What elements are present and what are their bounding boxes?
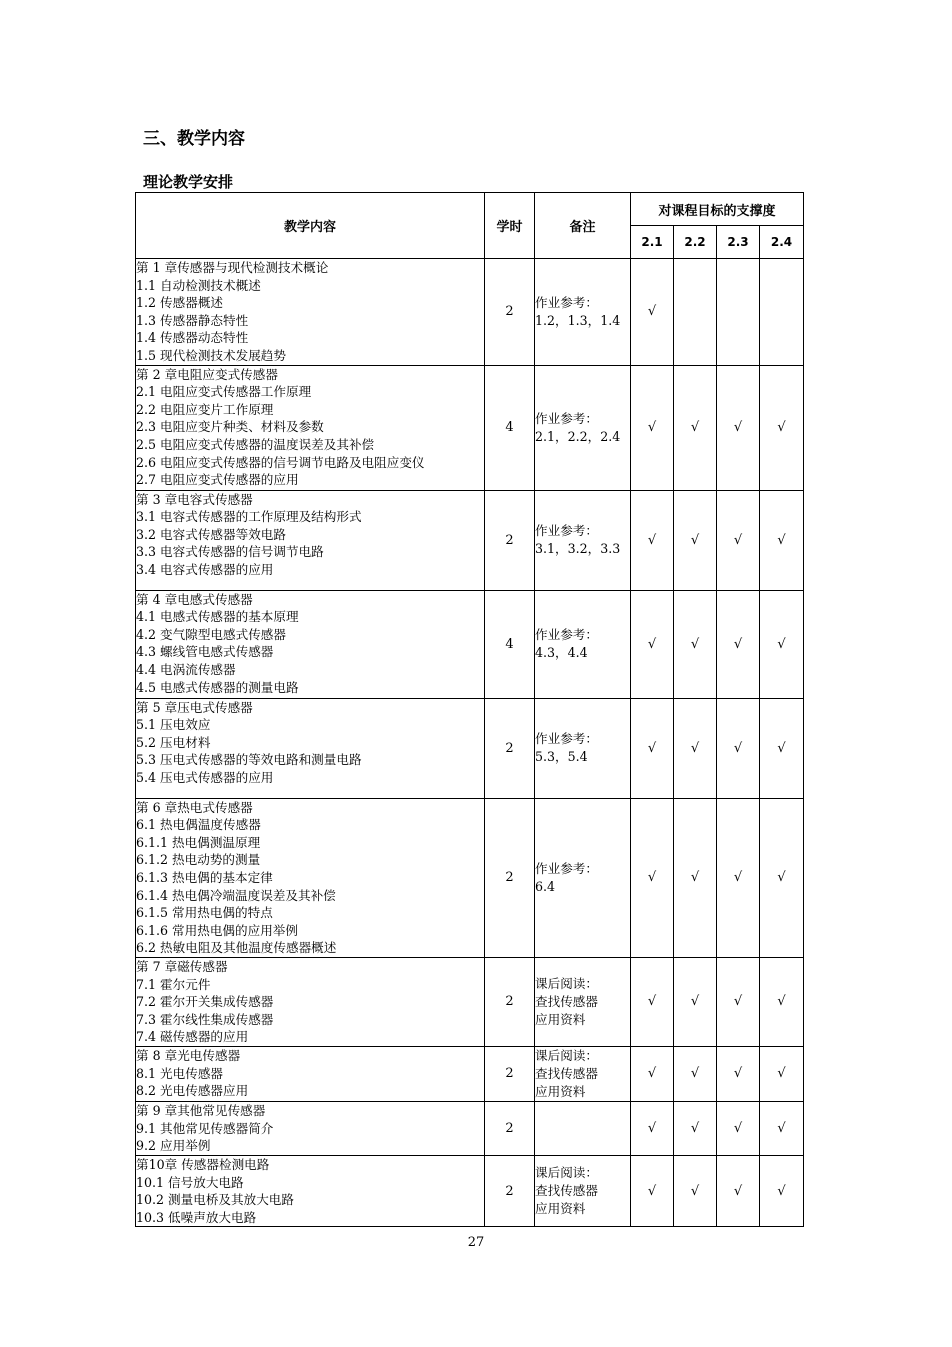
section-item: 10.3 低噪声放大电路 xyxy=(136,1209,257,1225)
section-item: 10.2 测量电桥及其放大电路 xyxy=(136,1192,294,1208)
support-check-cell: √ xyxy=(674,1101,717,1155)
support-check-cell: √ xyxy=(631,259,674,366)
content-cell xyxy=(136,259,485,366)
header-content: 教学内容 xyxy=(136,193,485,259)
support-check-cell: √ xyxy=(631,365,674,490)
notes-cell xyxy=(535,590,631,698)
support-check-cell: √ xyxy=(631,1046,674,1101)
table-body xyxy=(136,259,804,1227)
support-check-cell: √ xyxy=(717,798,760,957)
support-check-cell: √ xyxy=(631,490,674,590)
support-check-cell: √ xyxy=(631,1101,674,1155)
section-item: 5.2 压电材料 xyxy=(136,734,211,750)
section-item: 8.1 光电传感器 xyxy=(136,1065,224,1081)
note-line: 作业参考： xyxy=(535,410,598,426)
section-item: 3.3 电容式传感器的信号调节电路 xyxy=(136,544,324,560)
support-check-cell xyxy=(717,259,760,366)
notes-cell xyxy=(535,798,631,957)
hours-cell: 2 xyxy=(485,698,535,798)
support-check-cell xyxy=(760,259,804,366)
content-cell xyxy=(136,1046,485,1101)
note-line: 课后阅读： xyxy=(535,1165,598,1181)
section-item: 7.3 霍尔线性集成传感器 xyxy=(136,1011,274,1027)
note-line: 1.2，1.3，1.4 xyxy=(535,312,621,328)
note-line: 应用资料 xyxy=(535,1011,586,1027)
page-number: 27 xyxy=(467,1235,485,1250)
section-heading: 三、教学内容 xyxy=(143,129,245,149)
content-cell xyxy=(136,957,485,1046)
support-check-cell: √ xyxy=(631,1155,674,1226)
support-check-cell: √ xyxy=(631,590,674,698)
table-row xyxy=(136,957,804,1046)
support-check-cell: √ xyxy=(674,490,717,590)
support-check-cell xyxy=(674,259,717,366)
note-line: 应用资料 xyxy=(535,1083,586,1099)
chapter-title: 第 7 章磁传感器 xyxy=(136,958,228,974)
support-check-cell: √ xyxy=(674,798,717,957)
support-check-cell: √ xyxy=(717,1046,760,1101)
notes-cell xyxy=(535,259,631,366)
notes-cell xyxy=(535,365,631,490)
support-check-cell: √ xyxy=(674,365,717,490)
support-check-cell: √ xyxy=(717,590,760,698)
note-line: 作业参考： xyxy=(535,523,598,539)
support-check-cell: √ xyxy=(717,957,760,1046)
table-row xyxy=(136,1046,804,1101)
table-row xyxy=(136,590,804,698)
section-item: 1.3 传感器静态特性 xyxy=(136,312,249,328)
header-goal-2-1: 2.1 xyxy=(631,226,674,259)
header-support: 对课程目标的支撑度 xyxy=(631,193,804,226)
section-item: 2.5 电阻应变式传感器的温度误差及其补偿 xyxy=(136,436,375,452)
section-item: 5.1 压电效应 xyxy=(136,717,211,733)
header-goal-2-3: 2.3 xyxy=(717,226,760,259)
hours-cell: 4 xyxy=(485,590,535,698)
section-item: 6.1.6 常用热电偶的应用举例 xyxy=(136,922,298,938)
notes-cell xyxy=(535,490,631,590)
notes-cell xyxy=(535,957,631,1046)
support-check-cell: √ xyxy=(760,365,804,490)
support-check-cell: √ xyxy=(674,698,717,798)
section-item: 9.1 其他常见传感器简介 xyxy=(136,1120,274,1136)
section-item: 6.1.1 热电偶测温原理 xyxy=(136,834,261,850)
section-item: 1.4 传感器动态特性 xyxy=(136,330,249,346)
support-check-cell: √ xyxy=(717,1155,760,1226)
table-header xyxy=(136,193,804,259)
support-check-cell: √ xyxy=(631,698,674,798)
support-check-cell: √ xyxy=(760,1155,804,1226)
section-item: 1.1 自动检测技术概述 xyxy=(136,277,261,293)
section-item: 1.2 传感器概述 xyxy=(136,295,224,311)
support-check-cell: √ xyxy=(760,698,804,798)
content-cell xyxy=(136,365,485,490)
section-item: 4.5 电感式传感器的测量电路 xyxy=(136,679,299,695)
section-item: 3.1 电容式传感器的工作原理及结构形式 xyxy=(136,509,362,525)
hours-cell: 2 xyxy=(485,259,535,366)
chapter-title: 第 6 章热电式传感器 xyxy=(136,799,253,815)
table-row xyxy=(136,259,804,366)
table-row xyxy=(136,490,804,590)
hours-cell: 2 xyxy=(485,490,535,590)
chapter-title: 第 1 章传感器与现代检测技术概论 xyxy=(136,260,329,275)
table-row xyxy=(136,798,804,957)
support-check-cell: √ xyxy=(760,590,804,698)
support-check-cell: √ xyxy=(674,1155,717,1226)
hours-cell: 4 xyxy=(485,365,535,490)
table-row xyxy=(136,698,804,798)
chapter-title: 第 2 章电阻应变式传感器 xyxy=(136,366,278,382)
content-cell xyxy=(136,698,485,798)
table-row xyxy=(136,365,804,490)
note-line: 作业参考： xyxy=(535,860,598,876)
support-check-cell: √ xyxy=(631,798,674,957)
notes-cell xyxy=(535,698,631,798)
section-item: 4.4 电涡流传感器 xyxy=(136,661,236,677)
content-cell xyxy=(136,490,485,590)
note-line: 查找传感器 xyxy=(535,1065,598,1081)
section-item: 2.7 电阻应变式传感器的应用 xyxy=(136,472,299,488)
sub-heading: 理论教学安排 xyxy=(143,173,234,191)
notes-cell xyxy=(535,1101,631,1155)
note-line: 作业参考： xyxy=(535,294,598,310)
section-item: 4.3 螺线管电感式传感器 xyxy=(136,644,274,660)
note-line: 6.4 xyxy=(535,878,556,894)
section-item: 2.6 电阻应变式传感器的信号调节电路及电阻应变仪 xyxy=(136,454,425,470)
section-item: 5.4 压电式传感器的应用 xyxy=(136,769,274,785)
section-item: 9.2 应用举例 xyxy=(136,1138,211,1154)
section-item: 1.5 现代检测技术发展趋势 xyxy=(136,347,286,363)
section-item: 6.1.4 热电偶冷端温度误差及其补偿 xyxy=(136,887,336,903)
content-cell xyxy=(136,1101,485,1155)
table-row xyxy=(136,1155,804,1226)
support-check-cell: √ xyxy=(717,365,760,490)
table-row xyxy=(136,1101,804,1155)
hours-cell: 2 xyxy=(485,957,535,1046)
section-item: 7.1 霍尔元件 xyxy=(136,976,211,992)
note-line: 3.1，3.2，3.3 xyxy=(535,541,621,557)
note-line: 5.3，5.4 xyxy=(535,749,588,765)
section-item: 8.2 光电传感器应用 xyxy=(136,1083,249,1099)
section-item: 2.1 电阻应变式传感器工作原理 xyxy=(136,384,312,400)
section-item: 2.3 电阻应变片种类、材料及参数 xyxy=(136,419,324,435)
support-check-cell: √ xyxy=(760,490,804,590)
note-line: 课后阅读： xyxy=(535,975,598,991)
support-check-cell: √ xyxy=(760,798,804,957)
header-goal-2-2: 2.2 xyxy=(674,226,717,259)
support-check-cell: √ xyxy=(631,957,674,1046)
syllabus-table xyxy=(135,192,804,1227)
chapter-title: 第 4 章电感式传感器 xyxy=(136,591,253,607)
note-line: 应用资料 xyxy=(535,1201,586,1217)
note-line: 2.1，2.2，2.4 xyxy=(535,428,621,444)
note-line: 查找传感器 xyxy=(535,1183,598,1199)
support-check-cell: √ xyxy=(760,1046,804,1101)
support-check-cell: √ xyxy=(674,1046,717,1101)
support-check-cell: √ xyxy=(717,1101,760,1155)
section-item: 6.2 热敏电阻及其他温度传感器概述 xyxy=(136,940,337,956)
support-check-cell: √ xyxy=(760,957,804,1046)
header-hours: 学时 xyxy=(485,193,535,259)
section-item: 2.2 电阻应变片工作原理 xyxy=(136,401,274,417)
header-notes: 备注 xyxy=(535,193,631,259)
section-item: 5.3 压电式传感器的等效电路和测量电路 xyxy=(136,752,362,768)
section-item: 4.1 电感式传感器的基本原理 xyxy=(136,609,299,625)
chapter-title: 第 8 章光电传感器 xyxy=(136,1047,241,1063)
section-item: 6.1.5 常用热电偶的特点 xyxy=(136,905,273,921)
section-item: 6.1.2 热电动势的测量 xyxy=(136,852,261,868)
section-item: 6.1 热电偶温度传感器 xyxy=(136,817,261,833)
content-cell xyxy=(136,798,485,957)
chapter-title: 第10章 传感器检测电路 xyxy=(136,1156,270,1172)
section-item: 3.4 电容式传感器的应用 xyxy=(136,561,274,577)
chapter-title: 第 3 章电容式传感器 xyxy=(136,491,253,507)
section-item: 7.4 磁传感器的应用 xyxy=(136,1029,249,1045)
notes-cell xyxy=(535,1046,631,1101)
note-line: 作业参考： xyxy=(535,627,598,643)
chapter-title: 第 9 章其他常见传感器 xyxy=(136,1102,266,1118)
chapter-title: 第 5 章压电式传感器 xyxy=(136,699,253,715)
section-item: 6.1.3 热电偶的基本定律 xyxy=(136,869,273,885)
note-line: 作业参考： xyxy=(535,731,598,747)
support-check-cell: √ xyxy=(760,1101,804,1155)
support-check-cell: √ xyxy=(674,957,717,1046)
note-line: 课后阅读： xyxy=(535,1047,598,1063)
support-check-cell: √ xyxy=(674,590,717,698)
content-cell xyxy=(136,1155,485,1226)
section-item: 7.2 霍尔开关集成传感器 xyxy=(136,994,274,1010)
section-item: 4.2 变气隙型电感式传感器 xyxy=(136,626,286,642)
support-check-cell: √ xyxy=(717,490,760,590)
header-goal-2-4: 2.4 xyxy=(760,226,804,259)
section-item: 10.1 信号放大电路 xyxy=(136,1174,244,1190)
content-cell xyxy=(136,590,485,698)
note-line: 4.3，4.4 xyxy=(535,645,588,661)
section-item: 3.2 电容式传感器等效电路 xyxy=(136,526,286,542)
notes-cell xyxy=(535,1155,631,1226)
hours-cell: 2 xyxy=(485,1046,535,1101)
hours-cell: 2 xyxy=(485,1155,535,1226)
hours-cell: 2 xyxy=(485,1101,535,1155)
hours-cell: 2 xyxy=(485,798,535,957)
support-check-cell: √ xyxy=(717,698,760,798)
note-line: 查找传感器 xyxy=(535,993,598,1009)
